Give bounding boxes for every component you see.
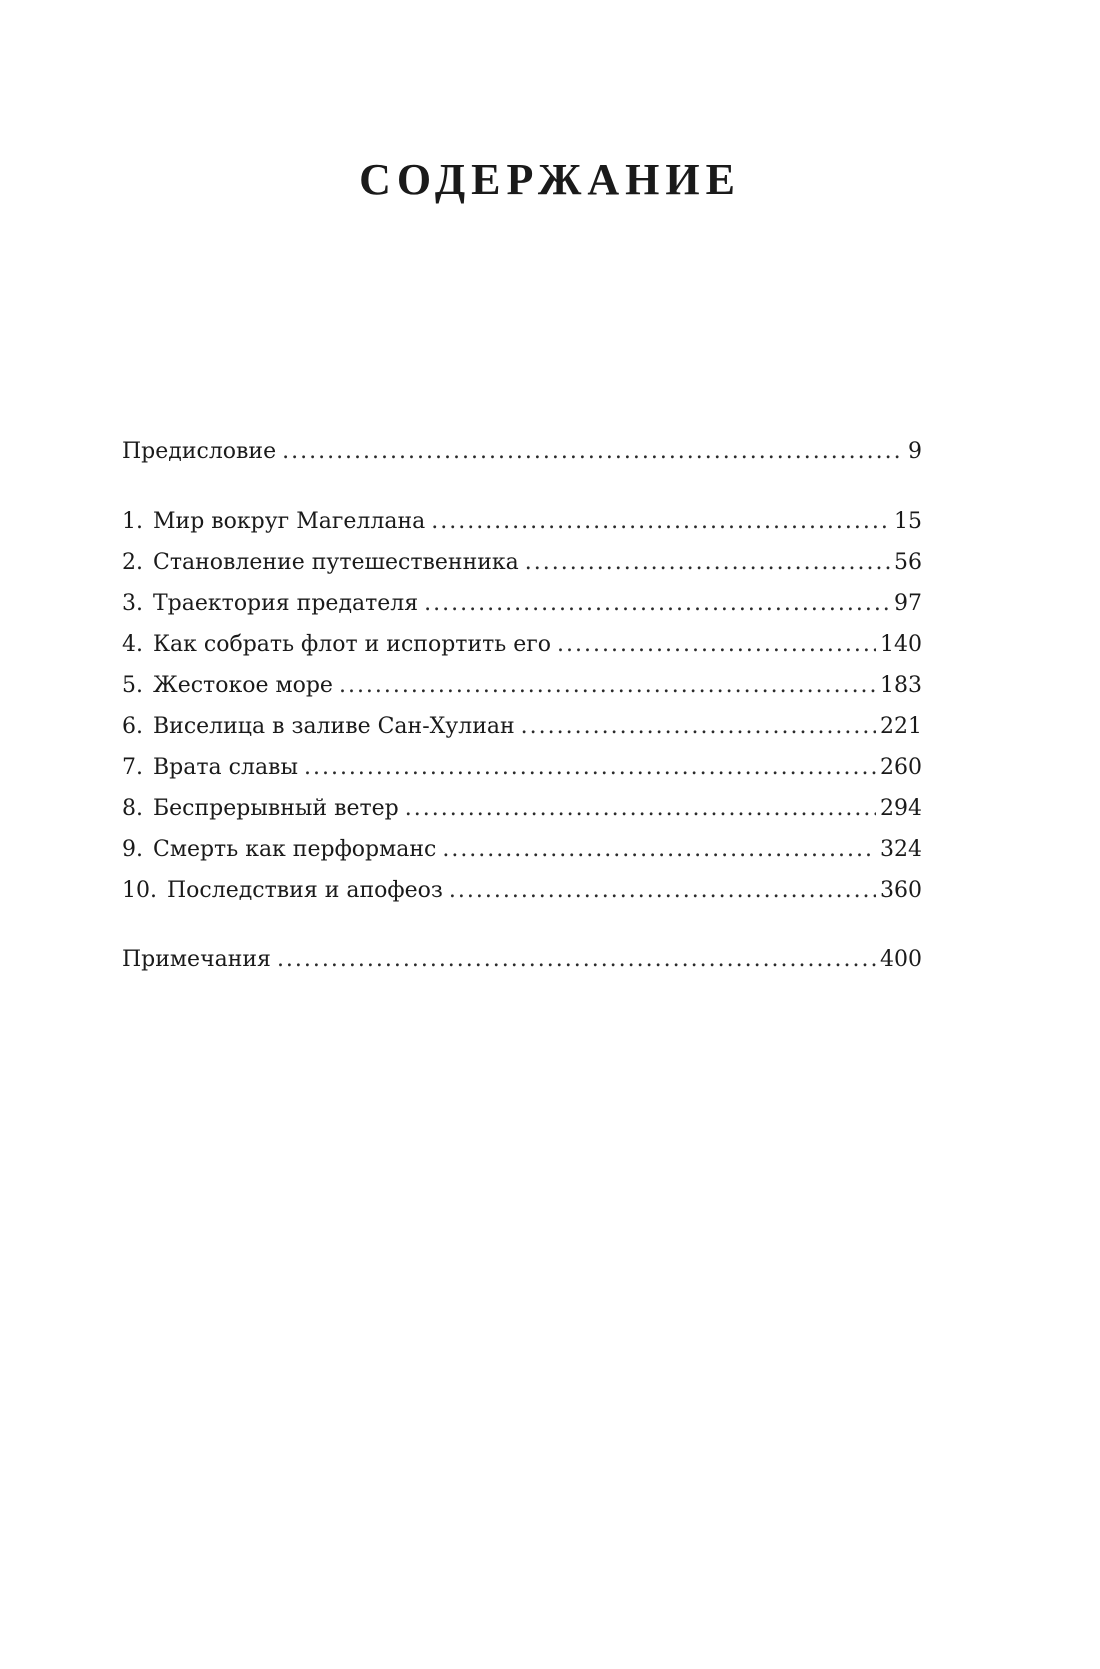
toc-entry-chapter [122, 545, 922, 581]
toc-entry-chapter [122, 709, 922, 745]
toc-entry-label: Становление путешественника [153, 550, 519, 575]
chapter-number: 4. [122, 632, 143, 657]
toc-entry-label: Как собрать флот и испортить его [153, 632, 552, 657]
toc-entry-page: 56 [894, 550, 922, 575]
dot-leader [405, 791, 876, 827]
toc-entry-chapter [122, 832, 922, 868]
dot-leader [304, 750, 876, 786]
dot-leader [557, 627, 876, 663]
toc-entry-label: Врата славы [153, 755, 298, 780]
toc-entry-label: Траектория предателя [153, 591, 419, 616]
toc-entry-chapter [122, 627, 922, 663]
page-title: СОДЕРЖАНИЕ [359, 155, 741, 204]
toc-entry-label: Мир вокруг Магеллана [153, 509, 426, 534]
toc-entry-page: 400 [880, 947, 922, 972]
toc-entry-chapter [122, 750, 922, 786]
dot-leader [282, 434, 904, 470]
chapter-number: 1. [122, 509, 143, 534]
toc-entry-label: Предисловие [122, 439, 277, 464]
toc-entry-chapter [122, 791, 922, 827]
toc-entry-page: 324 [880, 837, 922, 862]
toc-entry-label: Смерть как перформанс [153, 837, 437, 862]
chapter-number: 5. [122, 673, 143, 698]
dot-leader [521, 709, 876, 745]
toc-entry-label: Жестокое море [153, 673, 333, 698]
toc-entry-chapter [122, 504, 922, 540]
toc-entry-page: 360 [880, 878, 922, 903]
toc-entry-label: Последствия и апофеоз [167, 878, 443, 903]
toc-entry-page: 15 [894, 509, 922, 534]
toc-entry-page: 260 [880, 755, 922, 780]
toc-entry-page: 140 [880, 632, 922, 657]
chapter-number: 3. [122, 591, 143, 616]
toc-entry-page: 294 [880, 796, 922, 821]
toc-entry-page: 221 [880, 714, 922, 739]
dot-leader [424, 586, 890, 622]
dot-leader [277, 942, 876, 978]
dot-leader [449, 873, 876, 909]
toc-entry-chapter [122, 668, 922, 704]
chapter-number: 6. [122, 714, 143, 739]
toc-entry-page: 97 [894, 591, 922, 616]
chapter-number: 2. [122, 550, 143, 575]
toc-entry-label: Беспрерывный ветер [153, 796, 399, 821]
toc-entry-chapter [122, 586, 922, 622]
chapter-number: 10. [122, 878, 157, 903]
chapter-number: 7. [122, 755, 143, 780]
dot-leader [525, 545, 890, 581]
toc-entry-label: Виселица в заливе Сан-Хулиан [153, 714, 515, 739]
toc-entry-chapter [122, 873, 922, 909]
toc-entry-page: 9 [908, 439, 922, 464]
toc-entry-label: Примечания [122, 947, 271, 972]
chapter-number: 8. [122, 796, 143, 821]
chapter-number: 9. [122, 837, 143, 862]
toc-entry-page: 183 [880, 673, 922, 698]
dot-leader [442, 832, 876, 868]
dot-leader [431, 504, 890, 540]
toc-entry-preface [122, 434, 922, 470]
dot-leader [339, 668, 876, 704]
toc-entry-notes [122, 942, 922, 978]
